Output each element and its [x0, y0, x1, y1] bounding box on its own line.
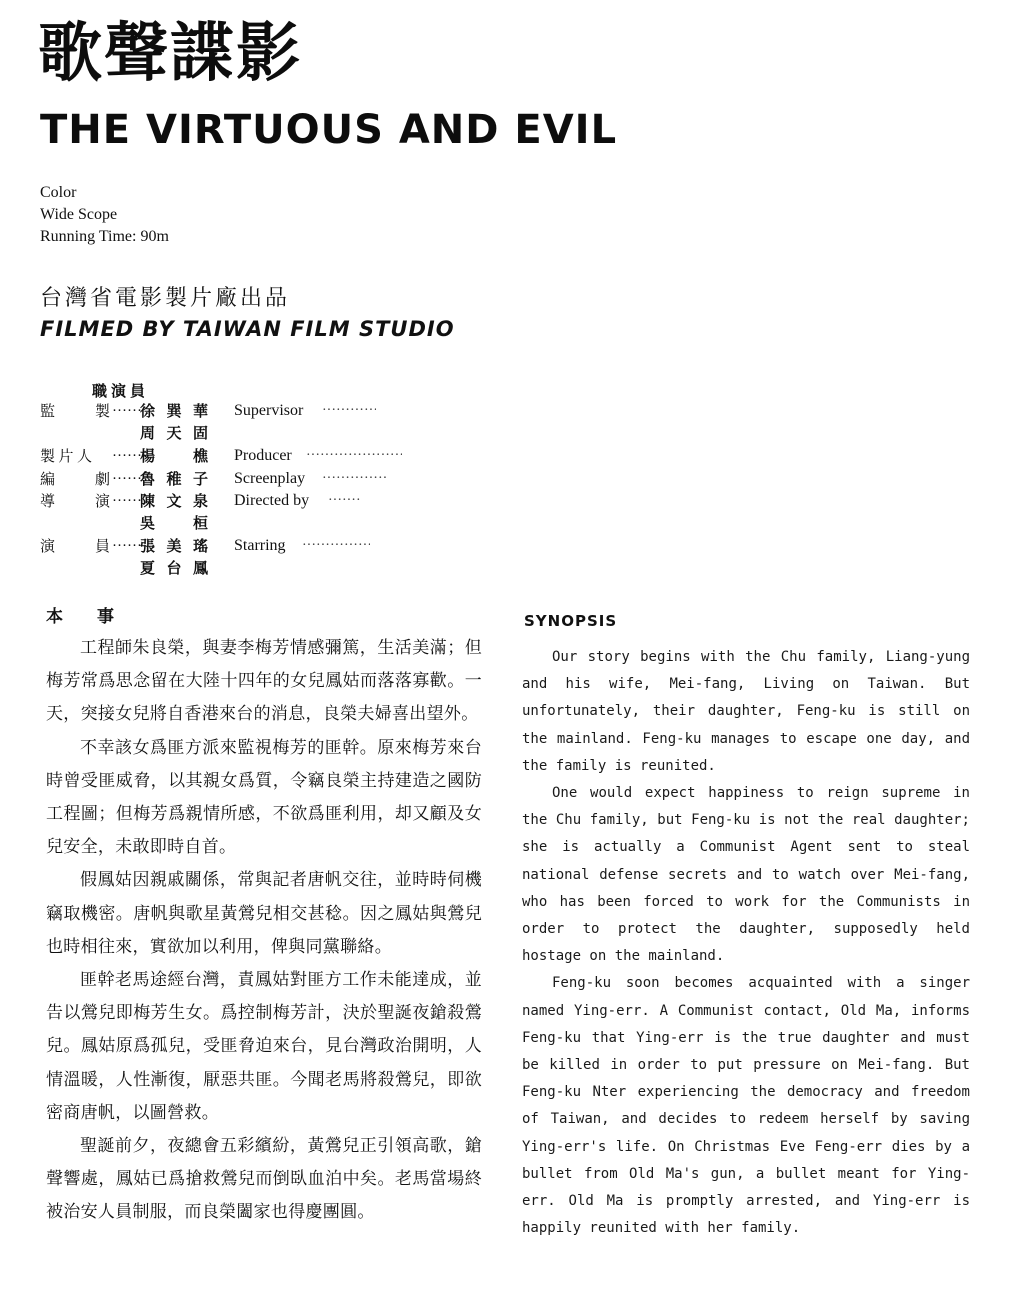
credit-name-char: 桓 [192, 514, 208, 532]
credit-name-char: 瑤 [192, 537, 208, 555]
story-heading-chinese: 本事 [46, 607, 148, 627]
spec-running-time: Running Time: 90m [40, 228, 169, 245]
credit-role-english: Screenplay [234, 470, 306, 487]
credit-name-char: 周 [140, 424, 156, 442]
credit-role-char: 編 [40, 470, 56, 488]
credit-role-english: Starring [234, 537, 286, 554]
credit-name-char: 張 [140, 537, 156, 555]
credit-role-char: 製 [40, 447, 56, 465]
credit-role-char: 演 [94, 492, 110, 510]
credit-row [0, 512, 500, 534]
synopsis-paragraph: Feng-ku soon becomes acquainted with a singer named Ying-err. A Communist contact, Old Ma, informs Feng-ku that Ying-err is the true daughter and must be killed in order to put pressure on Mei-fang. But Feng-ku Nter experiencing the democracy and freedom of Taiwan, and decides to redeem herself by saving Ying-err's life. On Christmas Eve Feng-err dies by a bullet from Old Ma's gun, a bullet meant for Ying-err. Old Ma is promptly arrested, and Ying-err is happily reunited with her family. [522, 975, 970, 1237]
credit-row [0, 422, 500, 444]
synopsis-paragraph: Our story begins with the Chu family, Liang-yung and his wife, Mei-fang, Living on Taiwan. But unfortunately, their daughter, Feng-ku is still on the mainland. Feng-ku manages to escape one day, and the family is reunited. [522, 649, 970, 774]
credit-name-chinese [140, 445, 208, 467]
title-chinese: 歌聲諜影 [38, 17, 302, 91]
credit-row [0, 490, 500, 512]
credit-dots [112, 490, 142, 512]
story-paragraph: 工程師朱良榮，與妻李梅芳情感彌篤，生活美滿；但梅芳常爲思念留在大陸十四年的女兒鳳姑而落落寡歡。一天，突接女兒將自香港來台的消息，良榮夫婦喜出望外。 [46, 638, 482, 725]
credit-name-char: 固 [192, 424, 208, 442]
story-paragraph: 假鳳姑因親戚關係，常與記者唐帆交往，並時時伺機竊取機密。唐帆與歌星黃鶯兒相交甚稔。因之鳳姑與鶯兒也時相往來，實欲加以利用，俾與同黨聯絡。 [46, 870, 482, 957]
credits-header-chinese: 職演員 [92, 382, 150, 400]
credit-dots [112, 445, 142, 467]
credit-row [0, 445, 500, 467]
credit-role-char: 劇 [94, 470, 110, 488]
credit-name-chinese [140, 535, 208, 557]
credit-role-english: Directed by [234, 492, 310, 509]
credit-leader-dots [306, 445, 402, 467]
studio-chinese: 台灣省電影製片廠出品 [40, 286, 291, 311]
credit-role-char: 製 [94, 402, 110, 420]
credit-role-english: Producer [234, 447, 292, 464]
credit-role-english: Supervisor [234, 402, 304, 419]
credit-name-char: 文 [166, 492, 182, 510]
credit-name-char: 吳 [140, 514, 156, 532]
story-body-chinese [46, 632, 482, 1230]
story-paragraph: 聖誕前夕，夜總會五彩繽紛，黃鶯兒正引領高歌，鎗聲響處，鳳姑已爲搶救鶯兒而倒臥血泊中矣。老馬當場終被治安人員制服，而良榮闔家也得慶團圓。 [46, 1136, 482, 1223]
credit-name-chinese [140, 468, 208, 490]
credit-dots [112, 400, 142, 422]
credit-name-char: 樵 [192, 447, 208, 465]
credit-role-char: 監 [40, 402, 56, 420]
credit-name-char: 美 [166, 537, 182, 555]
credit-name-char: 巽 [166, 402, 182, 420]
credit-name-chinese [140, 400, 208, 422]
credit-name-char: 台 [166, 559, 182, 577]
credit-leader-dots [328, 490, 362, 512]
credit-name-char: 泉 [192, 492, 208, 510]
credit-role-chinese [40, 400, 110, 422]
spec-color: Color [40, 184, 77, 201]
credit-name-chinese [140, 422, 208, 444]
credit-name-char: 徐 [140, 402, 156, 420]
credit-role-char: 人 [76, 447, 92, 465]
credit-row [0, 400, 500, 422]
credit-role-chinese [40, 535, 110, 557]
synopsis-paragraph: One would expect happiness to reign supreme in the Chu family, but Feng-ku is not the real daughter; she is actually a Communist Agent sent to steal national defense secrets and to watch over Mei-fang, who has been forced to work for the Communists in order to protect the daughter, supposedly held hostage on the mainland. [522, 785, 970, 965]
credit-name-char: 華 [192, 402, 208, 420]
credit-leader-dots [322, 400, 376, 422]
credit-role-chinese [40, 468, 110, 490]
credit-leader-dots [302, 535, 370, 557]
credit-name-chinese [140, 512, 208, 534]
story-paragraph: 匪幹老馬途經台灣，責鳳姑對匪方工作未能達成，並告以鶯兒即梅芳生女。爲控制梅芳計，決於聖誕夜鎗殺鶯兒。鳳姑原爲孤兒，受匪脅迫來台，見台灣政治開明，人情溫暖，人性漸復，厭惡共匪。今聞老馬將殺鶯兒，即欲密商唐帆，以圖營救。 [46, 970, 482, 1123]
credit-name-char: 楊 [140, 447, 156, 465]
credit-name-char: 鳳 [192, 559, 208, 577]
credit-row [0, 468, 500, 490]
credit-name-chinese [140, 490, 208, 512]
credit-name-char: 陳 [140, 492, 156, 510]
credit-role-char: 演 [40, 537, 56, 555]
credit-row [0, 535, 500, 557]
credit-row [0, 557, 500, 579]
credit-name-char: 子 [192, 470, 208, 488]
credit-name-chinese [140, 557, 208, 579]
credit-name-char: 魯 [140, 470, 156, 488]
synopsis-body [522, 644, 970, 1242]
spec-format: Wide Scope [40, 206, 118, 223]
story-paragraph: 不幸該女爲匪方派來監視梅芳的匪幹。原來梅芳來台時曾受匪威脅，以其親女爲質，令竊良榮主持建造之國防工程圖；但梅芳爲親情所感，不欲爲匪利用，却又顧及女兒安全，未敢即時自首。 [46, 737, 482, 858]
synopsis-heading: SYNOPSIS [524, 612, 618, 630]
credit-dots [112, 535, 142, 557]
credit-role-chinese [40, 490, 110, 512]
credit-name-char: 夏 [140, 559, 156, 577]
credit-leader-dots [322, 468, 388, 490]
credit-role-char: 導 [40, 492, 56, 510]
credit-dots [112, 468, 142, 490]
credit-name-char: 天 [166, 424, 182, 442]
studio-english: FILMED BY TAIWAN FILM STUDIO [40, 317, 455, 341]
credit-role-char: 員 [94, 537, 110, 555]
title-english: THE VIRTUOUS AND EVIL [40, 107, 618, 153]
film-specs [40, 182, 169, 248]
credit-role-char: 片 [58, 447, 74, 465]
credit-name-char: 稚 [166, 470, 182, 488]
credit-role-chinese [40, 445, 92, 467]
